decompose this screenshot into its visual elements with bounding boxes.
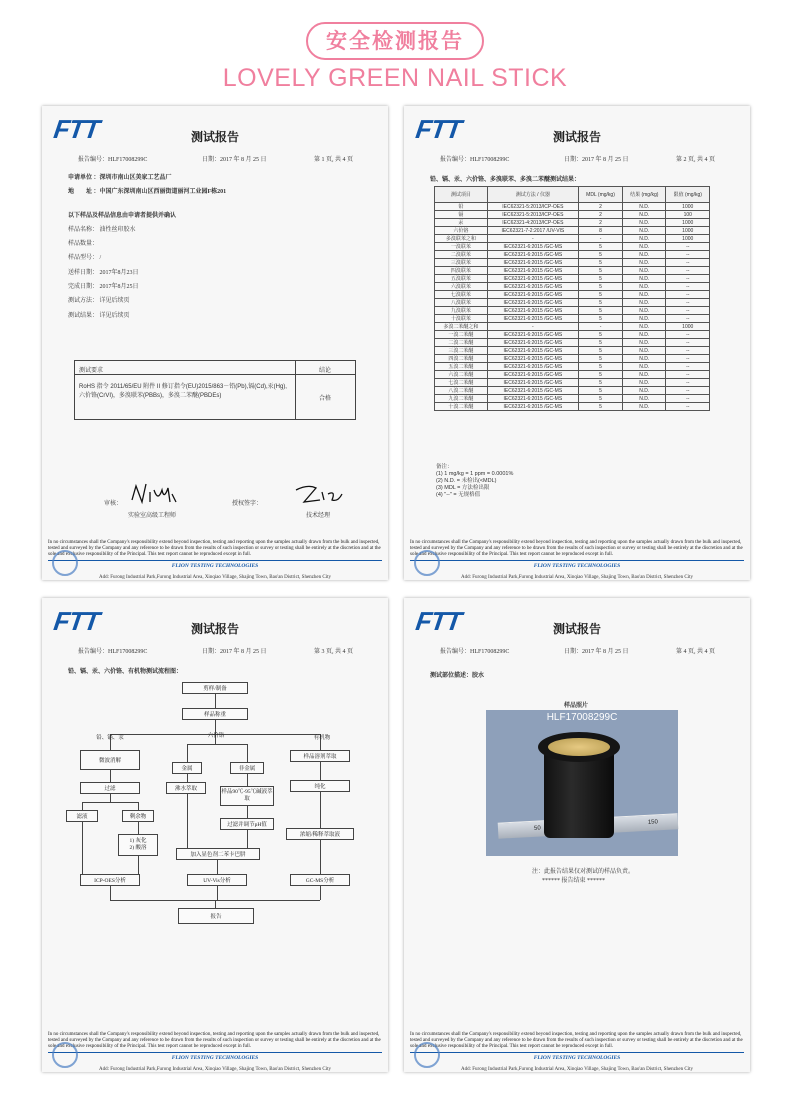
table-cell: IEC62321-6:2015 /GC-MS [487,283,578,291]
table-cell: 1000 [666,227,710,235]
footer-company: FLION TESTING TECHNOLOGIES [48,560,382,570]
field-label: 送样日期： [68,270,99,276]
table-cell: IEC62321-6:2015 /GC-MS [487,387,578,395]
table-cell: IEC62321-6:2015 /GC-MS [487,403,578,411]
table-cell: 十溴联苯 [435,315,488,323]
report-page-4 [404,598,750,1072]
table-row [435,323,710,331]
table-cell: N.D. [623,379,666,387]
table-cell: 5 [579,355,623,363]
table-cell: 5 [579,283,623,291]
company-seal [52,1042,78,1068]
step-ashing: 1) 灰化 2) 酸溶 [118,834,158,856]
table-cell: IEC62321-6:2015 /GC-MS [487,347,578,355]
table-cell: IEC62321-6:2015 /GC-MS [487,259,578,267]
table-cell: -- [666,363,710,371]
table-row [435,339,710,347]
table-cell: -- [666,283,710,291]
table-row [435,299,710,307]
table-row [435,363,710,371]
req-text: RoHS 指令 2011/65/EU 附件 II 修订指令(EU)2015/863－铅(Pb),镉(Cd),汞(Hg),六价铬(CrVI)，多溴联苯(PBBs)，多溴二苯醚(PBDEs) [79,384,287,399]
table-cell: 5 [579,403,623,411]
table-cell: 5 [579,379,623,387]
table-cell: 六溴联苯 [435,283,488,291]
company-seal [414,550,440,576]
step-icp: ICP-OES分析 [80,874,140,886]
footer-disclaimer: In no circumstances shall the Company's responsibility extend beyond inspection, testing and reporting upon the samples actually drawn from the bulk and inspected, tested and surveyed by the Company and any reference to be drawn from the results of such inspection or survey or testing shall be entirely at the discretion and at the sole and exclusive responsibility of the Principal. This test report cannot be reproduced except in full. [410,540,743,557]
table-row [435,347,710,355]
table-cell: IEC62321-5:2013/ICP-OES [487,203,578,211]
table-cell: 九溴二苯醚 [435,395,488,403]
table-cell: - [579,235,623,243]
table-header-cell: 限值 (mg/kg) [666,187,710,203]
table-header-cell: 测试项目 [435,187,488,203]
report-title: 测试报告 [552,622,601,636]
step-residue: 剩余物 [122,810,154,822]
report-number: 报告编号：HLF17008299C [78,157,148,163]
step-weigh: 样品称重 [182,708,248,720]
table-cell: N.D. [623,339,666,347]
approver-label: 授权签字： [232,501,263,507]
footer-address: Add: Furong Industrial Park,Furong Industrial Area, Xinqiao Village, Shajing Town, Bao'an District, Shenzhen City [461,575,693,580]
table-cell: N.D. [623,395,666,403]
table-cell: 5 [579,307,623,315]
table-cell: 二溴联苯 [435,251,488,259]
applicant: 申请单位 ：深圳市南山区美家工艺品厂 [68,175,172,181]
step-alkali: 样品90℃-95℃碱液萃取 [220,786,274,806]
field-value: 详见后续页 [99,313,130,319]
company-seal [52,550,78,576]
table-row [435,387,710,395]
table-cell: - [579,323,623,331]
step-cut: 剪样/制备 [182,682,248,694]
table-cell: 二溴二苯醚 [435,339,488,347]
table-cell: N.D. [623,331,666,339]
table-cell: 七溴二苯醚 [435,379,488,387]
branch-chromium: 六价铬 [207,733,225,739]
report-date: 日期：2017 年 8 月 25 日 [564,649,629,655]
footer-company: FLION TESTING TECHNOLOGIES [410,1052,744,1062]
table-cell: 5 [579,395,623,403]
table-cell: 七溴联苯 [435,291,488,299]
table-cell: N.D. [623,283,666,291]
tested-part: 测试部位描述：胶水 [430,673,485,679]
table-cell: -- [666,299,710,307]
table-cell: 一溴二苯醚 [435,331,488,339]
table-cell: 多溴二苯醚之和 [435,323,488,331]
note-line: (4) "--" = 无规格值 [436,492,481,498]
note-line: (3) MDL = 方法检出限 [436,485,490,491]
report-number: 报告编号：HLF17008299C [78,649,148,655]
table-header-cell: MDL (mg/kg) [579,187,623,203]
ftt-logo: FTT [51,606,101,636]
table-row [435,315,710,323]
table-cell: IEC62321-5:2013/ICP-OES [487,211,578,219]
step-gc: GC-MS分析 [290,874,350,886]
table-cell: 5 [579,291,623,299]
table-cell: 5 [579,363,623,371]
table-cell: -- [666,307,710,315]
table-row [435,379,710,387]
field-label: 完成日期： [68,284,99,290]
table-cell: 四溴二苯醚 [435,355,488,363]
photo-label: HLF17008299C [546,712,618,723]
footer-address: Add: Furong Industrial Park,Furong Industrial Area, Xinqiao Village, Shajing Town, Bao'an District, Shenzhen City [99,575,331,580]
field-label: 测试结果： [68,313,99,319]
table-cell: N.D. [623,219,666,227]
branch-metals: 铅、镉、汞 [96,735,124,741]
report-date: 日期：2017 年 8 月 25 日 [564,157,629,163]
table-cell: -- [666,379,710,387]
table-cell: 5 [579,387,623,395]
field-label: 测试方法： [68,298,99,304]
table-row [435,275,710,283]
table-cell: -- [666,331,710,339]
table-cell: -- [666,251,710,259]
table-cell: N.D. [623,387,666,395]
table-row [435,395,710,403]
ruler-mark: 50 [533,825,541,832]
table-cell: 5 [579,331,623,339]
footer-company: FLION TESTING TECHNOLOGIES [48,1052,382,1062]
table-cell: 5 [579,251,623,259]
table-cell: 2 [579,211,623,219]
step-ph: 过滤并调节pH值 [220,818,274,830]
footer-disclaimer: In no circumstances shall the Company's responsibility extend beyond inspection, testing and reporting upon the samples actually drawn from the bulk and inspected, tested and surveyed by the Company and any reference to be drawn from the results of such inspection or survey or testing shall be entirely at the discretion and at the sole and exclusive responsibility of the Principal. This test report cannot be reproduced except in full. [410,1032,743,1049]
footer-disclaimer: In no circumstances shall the Company's responsibility extend beyond inspection, testing and reporting upon the samples actually drawn from the bulk and inspected, tested and surveyed by the Company and any reference to be drawn from the results of such inspection or survey or testing shall be entirely at the discretion and at the sole and exclusive responsibility of the Principal. This test report cannot be reproduced except in full. [48,540,381,557]
table-cell: 多溴联苯之和 [435,235,488,243]
field-label: 样品数量： [68,241,99,247]
photo-heading: 样品照片 [564,703,589,709]
table-cell: - [487,323,578,331]
note-line: (2) N.D. = 未检出(<MDL) [436,478,497,484]
report-page-2 [404,106,750,580]
table-cell: N.D. [623,275,666,283]
note-line: (1) 1 mg/kg = 1 ppm = 0.0001% [436,471,514,477]
table-cell: IEC62321-6:2015 /GC-MS [487,339,578,347]
footer-address: Add: Furong Industrial Park,Furong Industrial Area, Xinqiao Village, Shajing Town, Bao'an District, Shenzhen City [99,1067,331,1072]
company-seal [414,1042,440,1068]
table-cell: N.D. [623,315,666,323]
report-title: 测试报告 [190,622,239,636]
table-cell: 五溴联苯 [435,275,488,283]
step-metal: 金属 [172,762,202,774]
field-value: 油性丝印胶水 [99,227,136,233]
table-cell: 三溴联苯 [435,259,488,267]
table-cell: 8 [579,227,623,235]
conclusion-header: 结论 [319,368,332,374]
table-row [435,371,710,379]
table-cell: 1000 [666,235,710,243]
results-notes [436,464,513,499]
table-cell: N.D. [623,323,666,331]
table-cell: IEC62321-6:2015 /GC-MS [487,315,578,323]
table-cell: 5 [579,275,623,283]
table-cell: 5 [579,339,623,347]
section-heading: 以下样品及样品信息由申请者提供并确认 [68,213,177,219]
table-cell: 汞 [435,219,488,227]
table-cell: 100 [666,211,710,219]
table-cell: -- [666,339,710,347]
table-cell: IEC62321-6:2015 /GC-MS [487,299,578,307]
step-nonmetal: 非金属 [230,762,264,774]
table-cell: IEC62321-6:2015 /GC-MS [487,275,578,283]
page-number: 第 3 页, 共 4 页 [314,649,354,655]
report-page-3 [42,598,388,1072]
sample-photo [486,710,678,856]
table-cell: 5 [579,259,623,267]
table-cell: -- [666,315,710,323]
table-cell: N.D. [623,307,666,315]
table-cell: -- [666,403,710,411]
table-header-cell: 测试方法 / 仪器 [487,187,578,203]
table-cell: 铅 [435,203,488,211]
table-row [435,251,710,259]
results-table [434,186,710,411]
table-cell: 5 [579,315,623,323]
table-cell: -- [666,275,710,283]
step-boil: 沸水萃取 [166,782,206,794]
step-concentrate: 浓缩/稀释萃取液 [286,828,354,840]
table-cell: N.D. [623,235,666,243]
field-value: 2017年8月23日 [99,270,139,276]
table-row [435,307,710,315]
table-cell: IEC62321-6:2015 /GC-MS [487,331,578,339]
table-cell: IEC62321-7-2:2017 /UV-VIS [487,227,578,235]
table-cell: 1000 [666,219,710,227]
requirement-table [74,360,356,420]
report-date: 日期：2017 年 8 月 25 日 [202,157,267,163]
table-cell: 1000 [666,323,710,331]
table-row [435,227,710,235]
table-cell: -- [666,259,710,267]
report-number: 报告编号：HLF17008299C [440,649,510,655]
table-cell: 九溴联苯 [435,307,488,315]
tester-signature [130,480,180,506]
table-cell: -- [666,371,710,379]
table-cell: IEC62321-6:2015 /GC-MS [487,379,578,387]
table-cell: 十溴二苯醚 [435,403,488,411]
table-cell: IEC62321-6:2015 /GC-MS [487,355,578,363]
footer-disclaimer: In no circumstances shall the Company's responsibility extend beyond inspection, testing and reporting upon the samples actually drawn from the bulk and inspected, tested and surveyed by the Company and any reference to be drawn from the results of such inspection or survey or testing shall be entirely at the discretion and at the sole and exclusive responsibility of the Principal. This test report cannot be reproduced except in full. [48,1032,381,1049]
tester-role: 实验室高级工程师 [128,513,177,519]
table-row [435,235,710,243]
report-date: 日期：2017 年 8 月 25 日 [202,649,267,655]
report-end: ****** 报告结束 ****** [542,878,606,884]
report-note: 注：此报告结果仅对测试的样品负责。 [532,869,635,875]
field-label: 样品型号： [68,255,99,261]
applicant-address: 地 址 ：中国广东深圳南山区西丽街道丽河工业园F栋201 [68,189,227,195]
table-row [435,355,710,363]
jar-content [548,738,610,756]
table-row [435,243,710,251]
table-cell: N.D. [623,243,666,251]
table-cell: 1000 [666,203,710,211]
report-number: 报告编号：HLF17008299C [440,157,510,163]
table-header-cell: 结果 (mg/kg) [623,187,666,203]
table-cell: N.D. [623,259,666,267]
table-cell: 5 [579,267,623,275]
results-heading: 铅、镉、汞、六价铬、多溴联苯、多溴二苯醚测试结果： [430,177,581,183]
table-cell: 三溴二苯醚 [435,347,488,355]
table-cell: 八溴二苯醚 [435,387,488,395]
step-filter: 过滤 [80,782,140,794]
tester-label: 审核： [104,501,123,507]
table-cell: N.D. [623,211,666,219]
table-row [435,283,710,291]
table-cell: -- [666,267,710,275]
page-number: 第 4 页, 共 4 页 [676,649,716,655]
ftt-logo: FTT [51,114,101,144]
table-cell: IEC62321-6:2015 /GC-MS [487,307,578,315]
step-microwave: 微波消解 [80,750,140,770]
table-cell: 5 [579,371,623,379]
note-line: 备注： [436,464,453,470]
table-cell: N.D. [623,291,666,299]
flow-heading: 铅、镉、汞、六价铬、有机物测试流程图： [68,669,183,675]
step-solvent: 样品溶剂萃取 [290,750,350,762]
table-cell: N.D. [623,299,666,307]
table-cell: N.D. [623,403,666,411]
table-cell: 5 [579,299,623,307]
field-value: 2017年8月25日 [99,284,139,290]
ftt-logo: FTT [413,606,463,636]
table-cell: - [487,235,578,243]
table-cell: N.D. [623,371,666,379]
table-cell: -- [666,291,710,299]
table-cell: N.D. [623,363,666,371]
table-cell: IEC62321-6:2015 /GC-MS [487,291,578,299]
table-cell: 四溴联苯 [435,267,488,275]
table-cell: 六价铬 [435,227,488,235]
step-uv: UV-Vis分析 [187,874,247,886]
page-number: 第 1 页, 共 4 页 [314,157,354,163]
table-cell: IEC62321-6:2015 /GC-MS [487,251,578,259]
field-value: 详见后续页 [99,298,130,304]
table-cell: -- [666,355,710,363]
table-cell: 五溴二苯醚 [435,363,488,371]
table-row [435,403,710,411]
field-value: / [99,255,102,261]
step-purify: 纯化 [290,780,350,792]
ruler-mark: 150 [647,819,659,826]
step-color: 加入显色剂二苯卡巴肼 [176,848,260,860]
table-cell: 2 [579,219,623,227]
req-header: 测试要求 [79,368,104,374]
table-cell: 八溴联苯 [435,299,488,307]
table-cell: IEC62321-6:2015 /GC-MS [487,267,578,275]
table-cell: IEC62321-4:2013/ICP-OES [487,219,578,227]
table-cell: -- [666,387,710,395]
branch-organics: 有机物 [313,735,331,741]
table-row [435,331,710,339]
table-row [435,267,710,275]
conclusion-value: 合格 [319,396,332,402]
table-cell: 5 [579,243,623,251]
table-row [435,211,710,219]
ftt-logo: FTT [413,114,463,144]
field-label: 样品名称： [68,227,99,233]
table-cell: N.D. [623,267,666,275]
table-cell: 2 [579,203,623,211]
approver-signature [292,482,344,506]
table-row [435,219,710,227]
table-cell: IEC62321-6:2015 /GC-MS [487,395,578,403]
table-cell: N.D. [623,347,666,355]
table-cell: N.D. [623,203,666,211]
table-cell: -- [666,347,710,355]
table-cell: 5 [579,347,623,355]
table-cell: 镉 [435,211,488,219]
table-cell: N.D. [623,355,666,363]
page-number: 第 2 页, 共 4 页 [676,157,716,163]
table-row [435,259,710,267]
table-cell: IEC62321-6:2015 /GC-MS [487,363,578,371]
step-filtrate: 滤液 [66,810,98,822]
table-row [435,203,710,211]
table-cell: IEC62321-6:2015 /GC-MS [487,243,578,251]
table-row [435,291,710,299]
header-subtitle: LOVELY GREEN NAIL STICK [222,64,568,92]
footer-address: Add: Furong Industrial Park,Furong Industrial Area, Xinqiao Village, Shajing Town, Bao'an District, Shenzhen City [461,1067,693,1072]
approver-role: 技术经理 [306,513,331,519]
table-cell: 六溴二苯醚 [435,371,488,379]
header-title-pill: 安全检测报告 [306,22,484,60]
footer-company: FLION TESTING TECHNOLOGIES [410,560,744,570]
table-cell: 一溴联苯 [435,243,488,251]
table-cell: N.D. [623,227,666,235]
step-report: 报告 [178,908,254,924]
table-cell: N.D. [623,251,666,259]
report-title: 测试报告 [552,130,601,144]
table-cell: IEC62321-6:2015 /GC-MS [487,371,578,379]
table-cell: -- [666,395,710,403]
report-page-1 [42,106,388,580]
table-cell: -- [666,243,710,251]
report-title: 测试报告 [190,130,239,144]
